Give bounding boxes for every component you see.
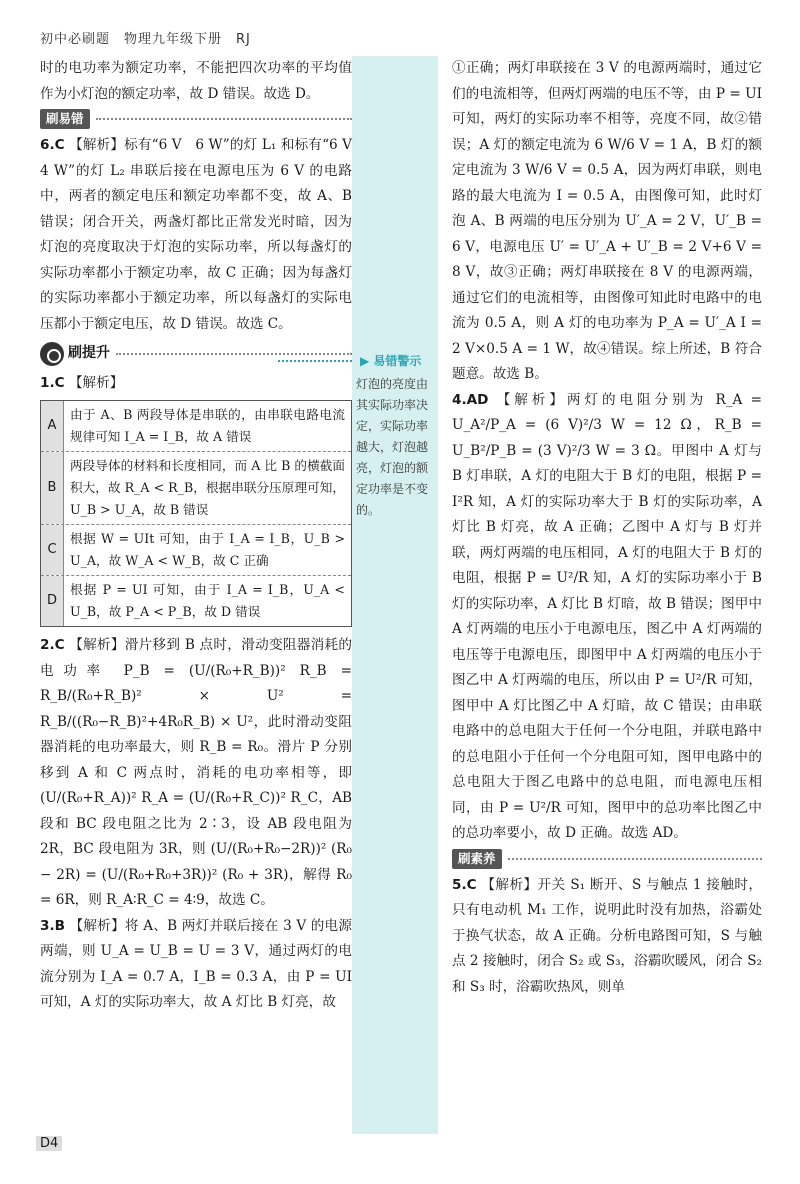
question-number: 1. bbox=[40, 374, 55, 391]
page-header: 初中必刷题 物理九年级下册 RJ bbox=[40, 32, 251, 47]
question-text: 【解析】标有“6 V 6 W”的灯 L₁ 和标有“6 V 4 W”的灯 L₂ 串联后接在电源电压为 6 V 的电路中，两者的额定电压和额定功率都不变，故 A、B 错误；闭合开关，两盏灯都比正常发光时暗，因为灯泡的亮度取决于灯泡的实际功率，所以每盏灯的实际功率都小于额定功率，故 C 正确；因为每盏灯的实际功率都小于额定功率，所以每盏灯的实际电压都小于额定电压，故 D 错误。故选 C。 bbox=[40, 137, 366, 332]
question-6 bbox=[40, 133, 366, 337]
row-value: 由于 A、B 两段导体是串联的，由串联电路电流规律可知 I_A = I_B，故 A 错误 bbox=[70, 407, 345, 444]
table-row bbox=[41, 451, 351, 524]
sidebar-band bbox=[352, 56, 438, 1134]
question-number: 2. bbox=[40, 637, 55, 653]
row-value: 两段导体的材料和长度相同，而 A 比 B 的横截面积大，故 R_A < R_B，根据串联分压原理可知，U_B > U_A，故 B 错误 bbox=[70, 458, 345, 517]
question-5 bbox=[452, 873, 762, 1001]
question-1 bbox=[40, 371, 352, 397]
section-tag: 刷易错 bbox=[40, 109, 90, 129]
answer-letter: AD bbox=[466, 391, 489, 408]
answer-letter: C bbox=[54, 374, 65, 391]
section-literacy bbox=[452, 849, 762, 869]
question-2 bbox=[40, 633, 352, 914]
table-row bbox=[41, 401, 351, 451]
answer-letter: B bbox=[54, 917, 65, 934]
right-column bbox=[452, 56, 762, 1000]
table-row bbox=[41, 575, 351, 626]
row-key: D bbox=[41, 576, 64, 626]
question-text: 【解析】滑片移到 B 点时，滑动变阻器消耗的电功率 P_B = (U/(R₀+R_B))² R_B = R_B/(R₀+R_B)² × U² = R_B/((R₀−R_B)²+4R₀R_B) × U²，此时滑动变阻器消耗的电功率最大，则 R_B = R₀。滑片 P 分别移到 A 和 C 两点时，消耗的电功率相等，即 (U/(R₀+R_A))² R_A = (U/(R₀+R_C))² R_C，AB 段和 BC 段电阻之比为 2∶3，设 AB 段电阻为 2R，BC 段电阻为 3R，则 (U/(R₀+R₀−2R))² (R₀ − 2R) = (U/(R₀+R₀+3R))² (R₀ + 3R)，解得 R₀ = 6R，则 R_A∶R_C = 4∶9，故选 C。 bbox=[40, 637, 352, 908]
question-number: 6. bbox=[40, 137, 55, 153]
question-number: 3. bbox=[40, 917, 55, 934]
row-value: 根据 P = UI 可知，由于 I_A = I_B，U_A < U_B，故 P_A < P_B，故 D 错误 bbox=[70, 582, 345, 619]
table-row bbox=[41, 524, 351, 575]
question-number: 5. bbox=[452, 876, 467, 893]
question-label: 【解析】 bbox=[68, 374, 124, 391]
left-paragraph-0: 时的电功率为额定功率，不能把四次功率的平均值作为小灯泡的额定功率，故 D 错误。故选 D。 bbox=[40, 60, 352, 102]
question-text: 【解析】两灯的电阻分别为 R_A = U_A²/P_A = (6 V)²/3 W = 12 Ω，R_B = U_B²/P_B = (3 V)²/3 W = 3 Ω。甲图中 A 灯与 B 灯串联，A 灯的电阻大于 B 灯的电阻，根据 P = I²R 知，A 灯的实际功率大于 B 灯的实际功率，A 灯比 B 灯亮，故 A 正确；乙图中 A 灯与 B 灯并联，两灯两端的电压相同，A 灯的电阻大于 B 灯的电阻，根据 P = U²/R 知，A 灯的实际功率小于 B 灯的实际功率，A 灯比 B 灯暗，故 B 错误；图甲中 A 灯两端的电压小于电源电压，图乙中 A 灯两端的电压等于电源电压，即图甲中 A 灯两端的电压小于图乙中 A 灯两端的电压，所以由 P = U²/R 可知，图甲中 A 灯比图乙中 A 灯暗，故 C 错误；由串联电路中的总电阻大于任何一个分电阻，并联电路中的总电阻小于任何一个分电阻可知，图甲电路中的总电阻大于图乙电路中的总电阻，而电源电压相同，由 P = U²/R 可知，图甲中的总功率比图乙中的总功率要小，故 D 正确。故选 AD。 bbox=[452, 391, 762, 841]
answer-letter: C bbox=[54, 137, 65, 153]
left-column bbox=[40, 56, 366, 1016]
row-key: C bbox=[41, 525, 64, 575]
question-4 bbox=[452, 388, 762, 847]
tip-label: ▶ 易错警示 bbox=[360, 354, 422, 368]
section-improve bbox=[40, 341, 352, 367]
question-text: 【解析】将 A、B 两灯并联后接在 3 V 的电源两端，则 U_A = U_B = U = 3 V，通过两灯的电流分别为 I_A = 0.7 A，I_B = 0.3 A，由 P = UI 可知，A 灯的实际功率大，故 A 灯比 B 灯亮，故 bbox=[40, 917, 352, 1010]
right-paragraph-1: ①正确；两灯串联接在 3 V 的电源两端时，通过它们的电流相等，但两灯两端的电压不等，由 P = UI 可知，两灯的实际功率不相等，亮度不同，故②错误；A 灯的额定电流为 6 W/6 V = 1 A，B 灯的额定电流为 3 W/6 V = 0.5 A，因为两灯串联，则电路的最大电流为 I = 0.5 A，由图像可知，此时灯泡 A、B 两端的电压分别为 U′_A = 2 V，U′_B = 6 V，电源电压 U′ = U′_A + U′_B = 2 V+6 V = 8 V，故③正确；两灯串联接在 8 V 的电源两端，通过它们的电流相等，由图像可知此时电路中的电流为 0.5 A，则 A 灯的电功率为 P_A = U′_A I = 2 V×0.5 A = 1 W，故④错误。综上所述，B 符合题意。故选 B。 bbox=[452, 60, 762, 382]
row-key: B bbox=[41, 452, 64, 524]
section-icon bbox=[40, 342, 64, 366]
tip-text: 灯泡的亮度由其实际功率决定，实际功率越大，灯泡越亮，灯泡的额定功率是不变的。 bbox=[356, 377, 429, 517]
question-3 bbox=[40, 914, 352, 1016]
section-easy-mistakes bbox=[40, 109, 352, 129]
section-tag: 刷提升 bbox=[68, 345, 110, 361]
question-text: 【解析】开关 S₁ 断开、S 与触点 1 接触时，只有电动机 M₁ 工作，说明此时没有加热，浴霸处于换气状态，故 A 正确。分析电路图可知，S 与触点 2 接触时，闭合 S₂ 或 S₃，浴霸吹暖风，闭合 S₂ 和 S₃ 时，浴霸吹热风，则单 bbox=[452, 876, 762, 995]
answer-letter: C bbox=[54, 637, 65, 653]
answer-letter: C bbox=[466, 876, 477, 893]
page-number: D4 bbox=[36, 1136, 62, 1151]
question-number: 4. bbox=[452, 391, 467, 408]
analysis-table bbox=[40, 400, 352, 627]
row-key: A bbox=[41, 401, 64, 451]
row-value: 根据 W = UIt 可知，由于 I_A = I_B，U_B > U_A，故 W_A < W_B，故 C 正确 bbox=[70, 531, 345, 568]
section-tag: 刷素养 bbox=[452, 849, 502, 869]
